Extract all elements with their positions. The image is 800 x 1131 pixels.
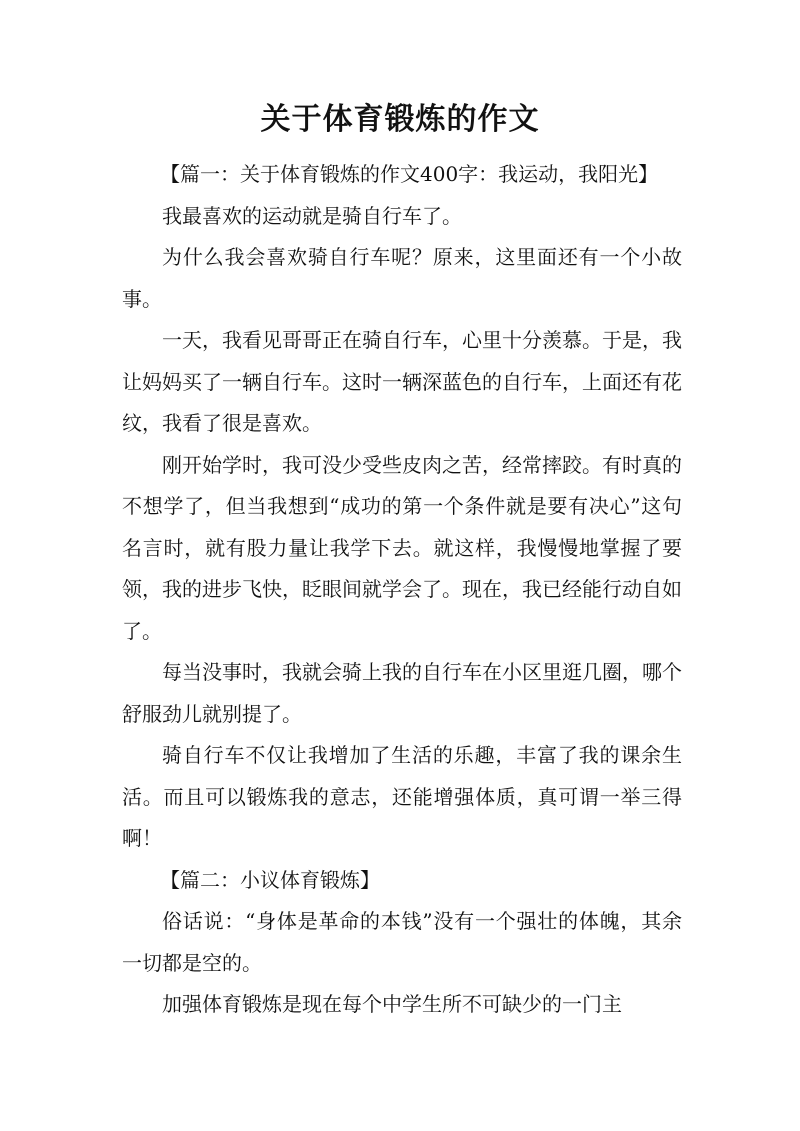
paragraph: 俗话说：“身体是革命的本钱”没有一个强壮的体魄，其余一切都是空的。 xyxy=(122,909,682,975)
paragraph: 骑自行车不仅让我增加了生活的乐趣，丰富了我的课余生活。而且可以锻炼我的意志，还能增强体质，真可谓一举三得啊！ xyxy=(122,743,682,850)
paragraph: 为什么我会喜欢骑自行车呢？原来，这里面还有一个小故事。 xyxy=(122,245,682,311)
paragraph: 加强体育锻炼是现在每个中学生所不可缺少的一门主 xyxy=(162,992,622,1016)
section-heading-1: 【篇一：关于体育锻炼的作文400字：我运动，我阳光】 xyxy=(160,162,659,186)
paragraph: 刚开始学时，我可没少受些皮肉之苦，经常摔跤。有时真的不想学了，但当我想到“成功的第一个条件就是要有决心”这句名言时，就有股力量让我学下去。就这样，我慢慢地掌握了要领，我的进步飞快，眨眼间就学会了。现在，我已经能行动自如了。 xyxy=(122,452,682,643)
paragraph: 我最喜欢的运动就是骑自行车了。 xyxy=(162,203,462,228)
paragraph: 一天，我看见哥哥正在骑自行车，心里十分羡慕。于是，我让妈妈买了一辆自行车。这时一辆深蓝色的自行车，上面还有花纹，我看了很是喜欢。 xyxy=(122,328,682,435)
section-heading-2: 【篇二：小议体育锻炼】 xyxy=(160,867,380,892)
document-title: 关于体育锻炼的作文 xyxy=(260,102,540,137)
paragraph: 每当没事时，我就会骑上我的自行车在小区里逛几圈，哪个舒服劲儿就别提了。 xyxy=(122,660,682,726)
document-body xyxy=(122,154,682,1026)
